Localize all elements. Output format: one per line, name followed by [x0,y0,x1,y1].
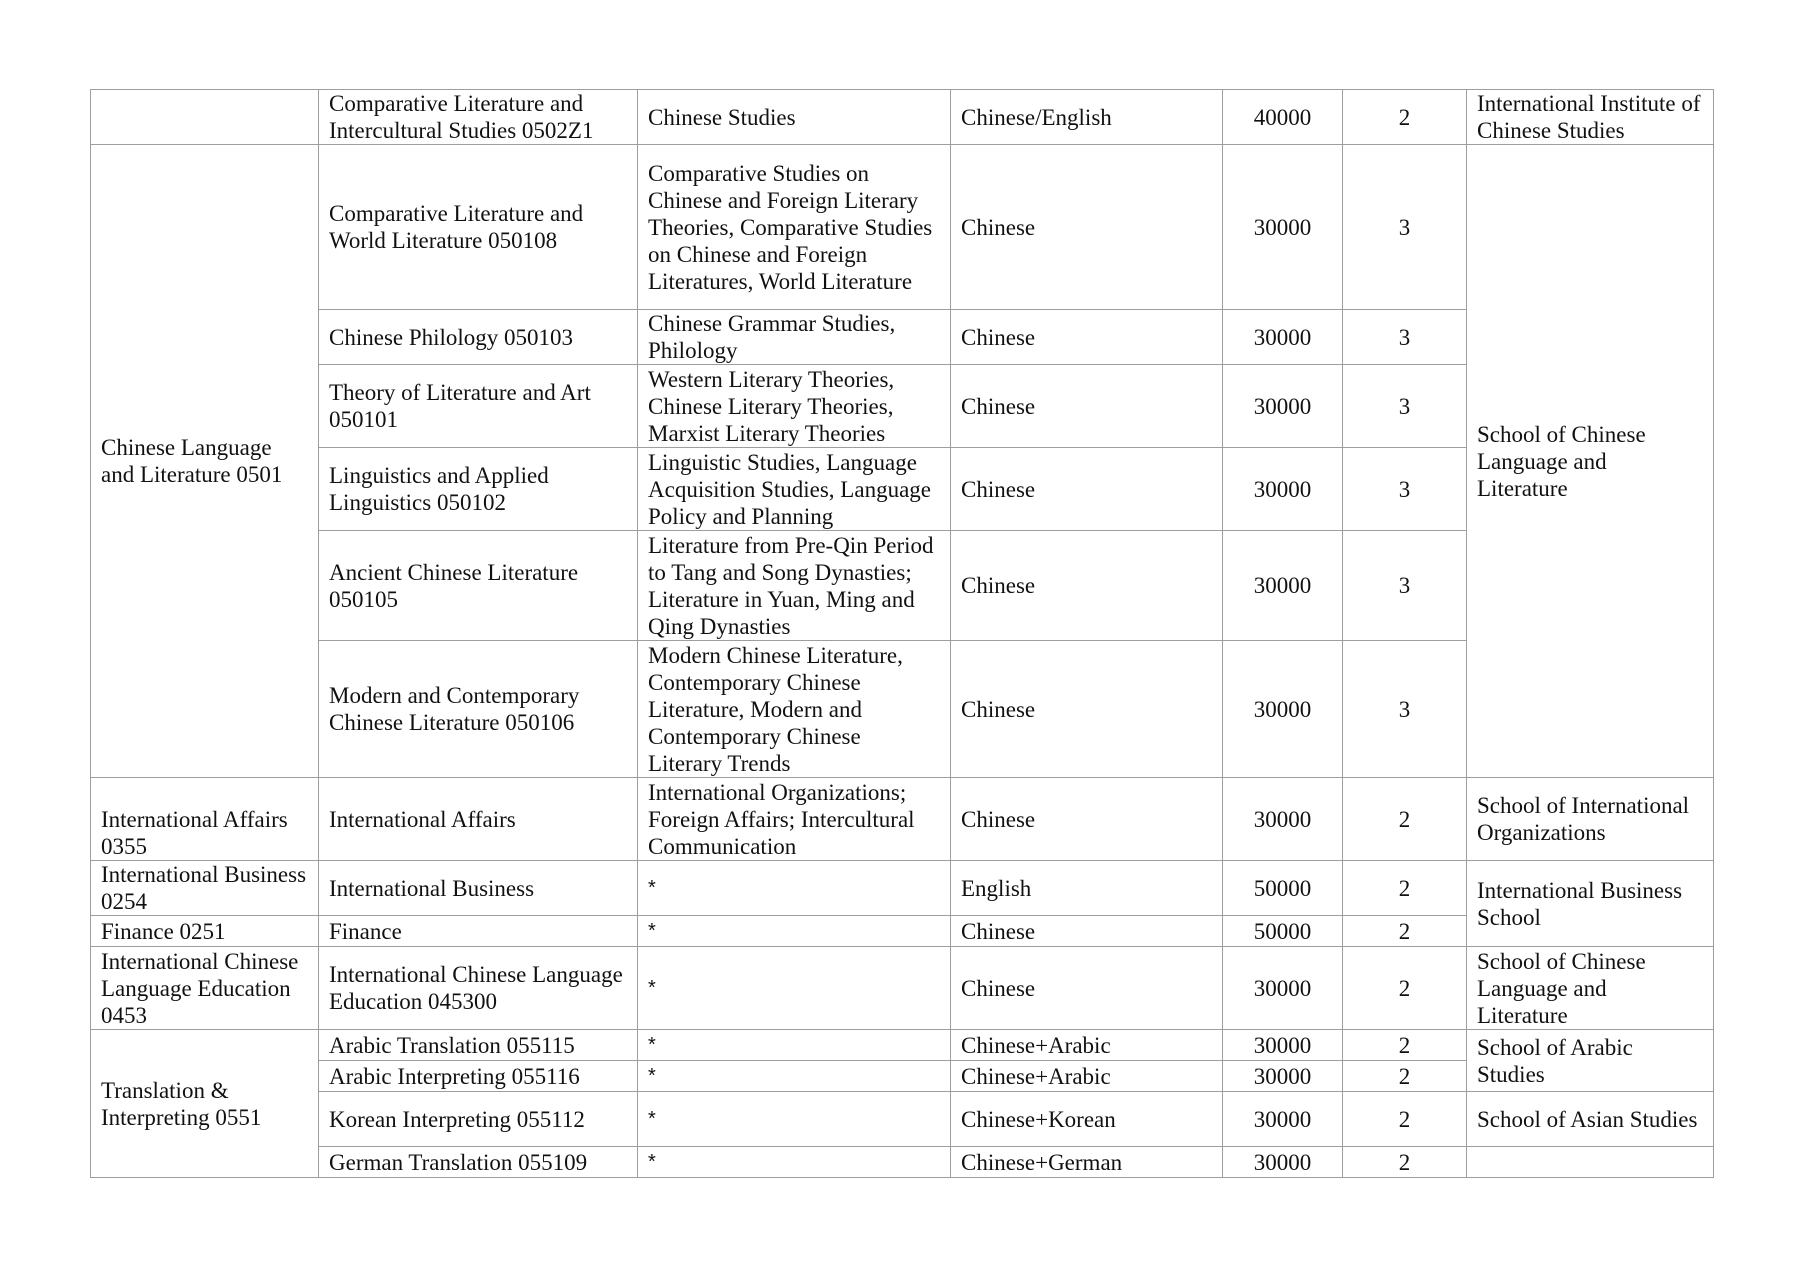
years-cell: 2 [1343,1061,1467,1092]
direction-cell: * [638,916,951,947]
table-row [91,947,1714,1030]
program-cell: Finance [319,916,638,947]
direction-cell: * [638,1061,951,1092]
direction-cell: Western Literary Theories, Chinese Literary Theories, Marxist Literary Theories [638,365,951,448]
tuition-cell: 30000 [1223,310,1343,365]
direction-cell: Chinese Studies [638,90,951,145]
language-cell: Chinese+German [951,1147,1223,1178]
tuition-cell: 30000 [1223,1030,1343,1061]
table-row [91,778,1714,861]
language-cell: Chinese [951,778,1223,861]
years-cell: 2 [1343,947,1467,1030]
tuition-cell: 40000 [1223,90,1343,145]
years-cell: 3 [1343,310,1467,365]
years-cell: 2 [1343,1030,1467,1061]
language-cell: Chinese+Arabic [951,1061,1223,1092]
discipline-cell: Translation & Interpreting 0551 [91,1030,319,1178]
direction-cell: * [638,861,951,916]
tuition-cell: 30000 [1223,145,1343,310]
direction-cell: Linguistic Studies, Language Acquisition Studies, Language Policy and Planning [638,448,951,531]
school-cell: International Business School [1467,861,1714,947]
direction-cell: International Organizations; Foreign Affairs; Intercultural Communication [638,778,951,861]
language-cell: Chinese [951,641,1223,778]
school-cell: School of Asian Studies [1467,1092,1714,1147]
language-cell: Chinese [951,916,1223,947]
discipline-cell: International Chinese Language Education 0453 [91,947,319,1030]
tuition-cell: 30000 [1223,1061,1343,1092]
years-cell: 2 [1343,90,1467,145]
tuition-cell: 30000 [1223,1092,1343,1147]
direction-cell: Literature from Pre-Qin Period to Tang and Song Dynasties; Literature in Yuan, Ming and Qing Dynasties [638,531,951,641]
direction-cell: * [638,1092,951,1147]
school-cell [1467,1147,1714,1178]
program-cell: Modern and Contemporary Chinese Literature 050106 [319,641,638,778]
language-cell: Chinese [951,947,1223,1030]
program-cell: Theory of Literature and Art 050101 [319,365,638,448]
tuition-cell: 30000 [1223,448,1343,531]
years-cell: 2 [1343,778,1467,861]
years-cell: 2 [1343,916,1467,947]
tuition-cell: 30000 [1223,1147,1343,1178]
program-cell: International Chinese Language Education 045300 [319,947,638,1030]
table-row [91,145,1714,310]
program-cell: International Business [319,861,638,916]
language-cell: Chinese+Arabic [951,1030,1223,1061]
tuition-cell: 30000 [1223,531,1343,641]
table-row [91,861,1714,916]
years-cell: 3 [1343,448,1467,531]
program-cell: Chinese Philology 050103 [319,310,638,365]
tuition-cell: 30000 [1223,641,1343,778]
program-cell: Comparative Literature and Intercultural Studies 0502Z1 [319,90,638,145]
table-row [91,1147,1714,1178]
language-cell: Chinese [951,310,1223,365]
school-cell: School of Chinese Language and Literature [1467,145,1714,778]
tuition-cell: 30000 [1223,365,1343,448]
table-row [91,1030,1714,1061]
language-cell: Chinese [951,448,1223,531]
years-cell: 3 [1343,641,1467,778]
direction-cell: Modern Chinese Literature, Contemporary Chinese Literature, Modern and Contemporary Chinese Literary Trends [638,641,951,778]
school-cell: School of International Organizations [1467,778,1714,861]
discipline-cell: International Business 0254 [91,861,319,916]
language-cell: Chinese [951,531,1223,641]
language-cell: Chinese [951,365,1223,448]
years-cell: 2 [1343,1092,1467,1147]
direction-cell: * [638,947,951,1030]
programs-table [90,89,1714,1178]
discipline-cell: Finance 0251 [91,916,319,947]
direction-cell: Chinese Grammar Studies, Philology [638,310,951,365]
program-cell: Arabic Interpreting 055116 [319,1061,638,1092]
years-cell: 2 [1343,861,1467,916]
direction-cell: * [638,1147,951,1178]
program-cell: Arabic Translation 055115 [319,1030,638,1061]
tuition-cell: 50000 [1223,861,1343,916]
school-cell: School of Arabic Studies [1467,1030,1714,1092]
direction-cell: * [638,1030,951,1061]
tuition-cell: 30000 [1223,778,1343,861]
table-row [91,1092,1714,1147]
program-cell: Ancient Chinese Literature 050105 [319,531,638,641]
program-cell: International Affairs [319,778,638,861]
school-cell: International Institute of Chinese Studies [1467,90,1714,145]
program-cell: Korean Interpreting 055112 [319,1092,638,1147]
language-cell: Chinese/English [951,90,1223,145]
school-cell: School of Chinese Language and Literature [1467,947,1714,1030]
tuition-cell: 30000 [1223,947,1343,1030]
tuition-cell: 50000 [1223,916,1343,947]
direction-cell: Comparative Studies on Chinese and Foreign Literary Theories, Comparative Studies on Chinese and Foreign Literatures, World Literature [638,145,951,310]
years-cell: 2 [1343,1147,1467,1178]
table-row [91,90,1714,145]
discipline-cell [91,90,319,145]
years-cell: 3 [1343,531,1467,641]
discipline-cell: International Affairs 0355 [91,778,319,861]
program-cell: Comparative Literature and World Literature 050108 [319,145,638,310]
program-cell: German Translation 055109 [319,1147,638,1178]
program-cell: Linguistics and Applied Linguistics 050102 [319,448,638,531]
language-cell: Chinese+Korean [951,1092,1223,1147]
years-cell: 3 [1343,145,1467,310]
language-cell: English [951,861,1223,916]
language-cell: Chinese [951,145,1223,310]
discipline-cell: Chinese Language and Literature 0501 [91,145,319,778]
years-cell: 3 [1343,365,1467,448]
